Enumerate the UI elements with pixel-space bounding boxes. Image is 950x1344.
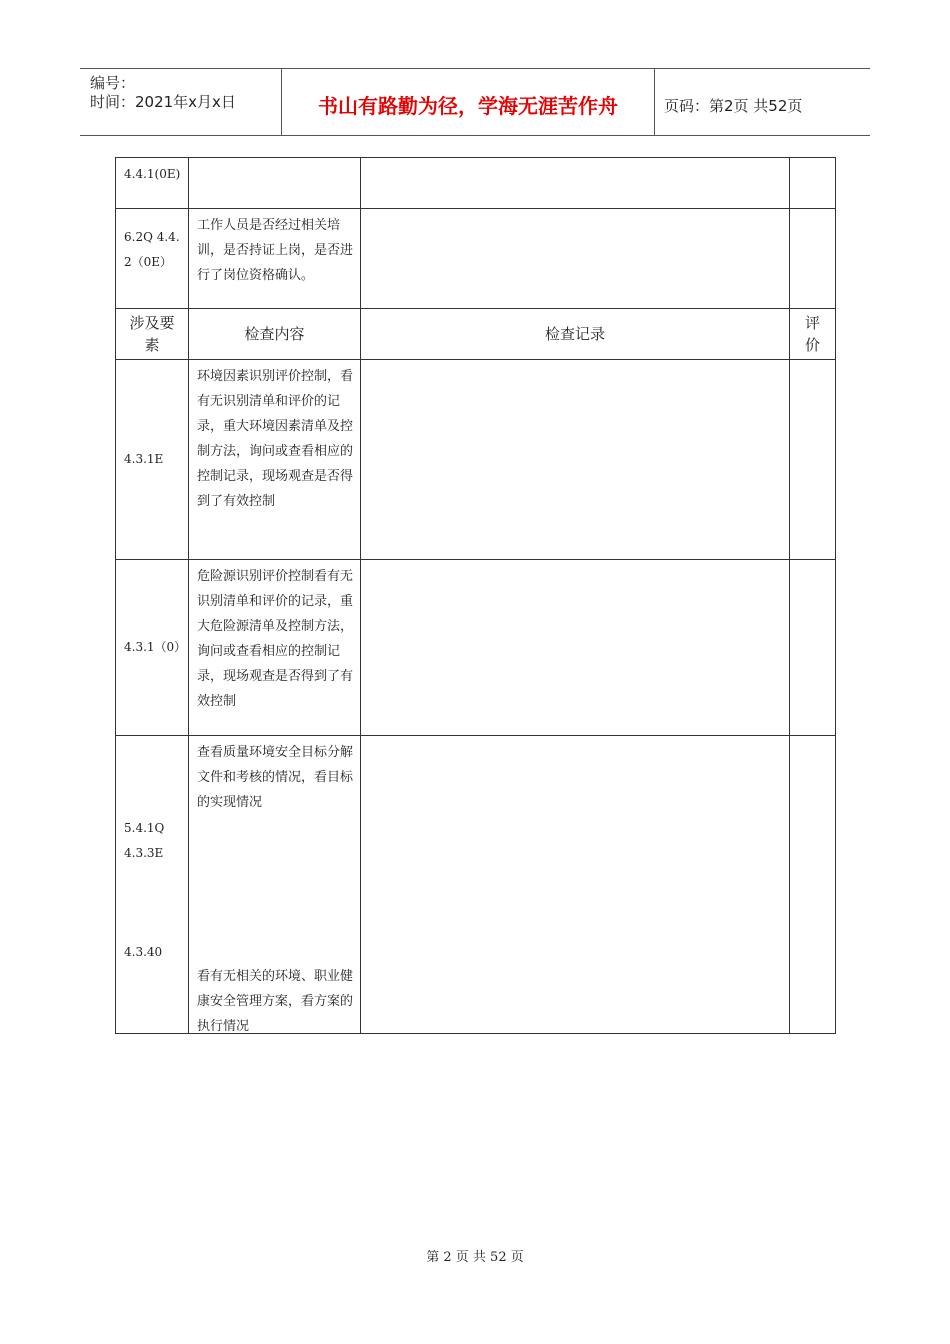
element-cell: 4.3.1（0） — [116, 560, 189, 736]
element-cell: 5.4.1Q 4.3.3E 4.3.40 — [116, 736, 189, 1034]
document-time-label: 时间：2021年x月x日 — [90, 93, 236, 111]
header-divider-right — [654, 68, 655, 136]
header-evaluation: 评价 — [790, 309, 836, 360]
record-cell[interactable] — [361, 736, 790, 1034]
element-cell: 4.4.1(0E) — [116, 158, 189, 209]
evaluation-cell[interactable] — [790, 736, 836, 1034]
evaluation-cell[interactable] — [790, 560, 836, 736]
table-header-row — [116, 309, 836, 360]
header-record: 检查记录 — [361, 309, 790, 360]
evaluation-cell[interactable] — [790, 360, 836, 560]
table-row — [116, 736, 836, 1034]
content-cell: 查看质量环境安全目标分解文件和考核的情况，看目标的实现情况 看有无相关的环境、职业健康安全管理方案，看方案的执行情况 — [189, 736, 361, 1034]
record-cell[interactable] — [361, 209, 790, 309]
header-top-rule — [80, 68, 870, 69]
header-element: 涉及要素 — [116, 309, 189, 360]
table-row — [116, 158, 836, 209]
header-content: 检查内容 — [189, 309, 361, 360]
document-number-label: 编号： — [90, 74, 136, 92]
table-row — [116, 360, 836, 560]
evaluation-cell[interactable] — [790, 158, 836, 209]
evaluation-cell[interactable] — [790, 209, 836, 309]
inspection-table — [115, 157, 836, 1034]
record-cell[interactable] — [361, 560, 790, 736]
record-cell[interactable] — [361, 360, 790, 560]
header-page-label: 页码：第2页 共52页 — [664, 97, 803, 115]
table-row — [116, 560, 836, 736]
content-cell: 工作人员是否经过相关培训，是否持证上岗，是否进行了岗位资格确认。 — [189, 209, 361, 309]
record-cell[interactable] — [361, 158, 790, 209]
page-footer: 第 2 页 共 52 页 — [426, 1250, 524, 1265]
element-cell: 6.2Q 4.4.2（0E） — [116, 209, 189, 309]
content-cell: 环境因素识别评价控制，看有无识别清单和评价的记录，重大环境因素清单及控制方法，询问或查看相应的控制记录，现场观查是否得到了有效控制 — [189, 360, 361, 560]
element-cell: 4.3.1E — [116, 360, 189, 560]
header-motto: 书山有路勤为径，学海无涯苦作舟 — [318, 94, 618, 118]
content-cell — [189, 158, 361, 209]
header-bottom-rule — [80, 135, 870, 136]
table-row — [116, 209, 836, 309]
content-cell: 危险源识别评价控制看有无识别清单和评价的记录，重大危险源清单及控制方法，询问或查看相应的控制记录，现场观查是否得到了有效控制 — [189, 560, 361, 736]
